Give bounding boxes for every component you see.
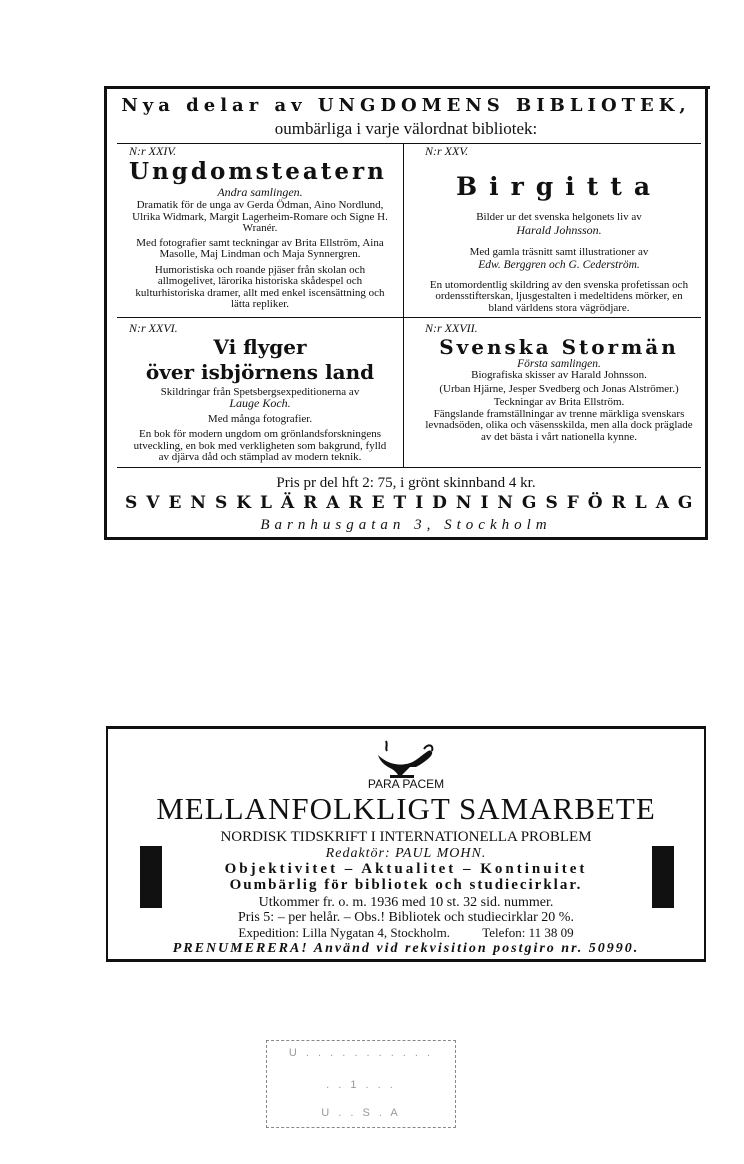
slogan: Objektivitet – Aktualitet – Kontinuitet: [224, 861, 588, 877]
book-description: Biografiska skisser av Harald Johnsson.: [471, 369, 647, 381]
column-divider: [403, 143, 404, 467]
book-title-line2: över isbjörnens land: [145, 359, 375, 384]
book-subtitle: Andra samlingen.: [217, 184, 303, 199]
book-xxvii: [425, 323, 693, 443]
ad-subheader: oumbärliga i varje välordnat bibliotek:: [274, 119, 538, 138]
publication-info: Utkommer fr. o. m. 1936 med 10 st. 32 sid. nummer.: [258, 895, 554, 910]
book-description: Bilder ur det svenska helgonets liv av: [476, 210, 642, 223]
book-xxv: [425, 146, 693, 314]
library-stamp: [266, 1040, 456, 1128]
publisher-address: Barnhusgatan 3, Stockholm: [260, 517, 552, 533]
price-line: Pris pr del hft 2: 75, i grönt skinnband 4 kr.: [276, 475, 536, 491]
book-title-line1: Vi flyger: [213, 334, 307, 359]
book-illustrators: Edw. Berggren och G. Cederström.: [478, 259, 640, 271]
book-xxiv: [129, 146, 391, 311]
book-illustrators: Teckningar av Brita Ellström.: [493, 396, 625, 408]
book-author: Harald Johnsson.: [516, 223, 602, 237]
book-description: Dramatik för de unga av Gerda Ödman, Aino Nordlund, Ulrika Widmark, Margit Lagerheim-Romare och Signe H. Wranér.: [132, 199, 388, 234]
stamp-text: U . . S . A: [321, 1107, 401, 1119]
contact-info: Expedition: Lilla Nygatan 4, Stockholm. Telefon: 11 38 09: [238, 925, 574, 940]
book-subjects: (Urban Hjärne, Jesper Svedberg och Jonas Alströmer.): [439, 382, 679, 395]
journal-title: MELLANFOLKLIGT SAMARBETE: [156, 791, 656, 826]
price-info: Pris 5: – per helår. – Obs.! Bibliotek och studiecirklar 20 %.: [238, 910, 574, 925]
book-description: Skildringar från Spetsbergsexpeditionerna av: [160, 385, 360, 398]
ad-header: Nya delar av UNGDOMENS BIBLIOTEK,: [121, 95, 691, 116]
book-illustrations: Med många fotografier.: [207, 412, 313, 425]
publisher-word: SVENSK: [125, 493, 261, 513]
book-number: N:r XXVII.: [425, 321, 478, 335]
book-subtitle: Första samlingen.: [517, 357, 601, 370]
book-title: Svenska Stormän: [439, 334, 679, 359]
ungdomens-bibliotek-advertisement: [104, 86, 708, 540]
publisher-name: [125, 493, 702, 513]
oil-lamp-icon: [376, 737, 436, 779]
publisher-word: FÖRLAG: [566, 493, 702, 513]
book-number: N:r XXVI.: [129, 321, 178, 335]
journal-subtitle: NORDISK TIDSKRIFT I INTERNATIONELLA PROBLEM: [220, 829, 592, 845]
book-summary: Humoristiska och roande pjäser från skolan och allmogelivet, lärorika historiska skådespel och kulturhistoriska dramer, allt med enkel iscensättning och lätta repliker.: [135, 263, 385, 310]
book-illustrations: Med gamla träsnitt samt illustrationer av: [469, 245, 649, 258]
publisher-word: LÄRARETIDNINGS: [260, 493, 567, 513]
divider: [117, 317, 701, 318]
book-author: Lauge Koch.: [229, 396, 291, 410]
stamp-text: . . 1 . . .: [326, 1079, 396, 1091]
divider: [117, 467, 701, 468]
motto: PARA PACEM: [367, 777, 445, 791]
stamp-text: U . . . . . . . . . . .: [288, 1047, 434, 1059]
book-number: N:r XXIV.: [129, 144, 177, 158]
book-summary: Fängslande framställningar av trenne märkliga svenskars levnadsöden, olika och väsensskilda, men alla dock präglade av det bästa i vårt nationella kynne.: [425, 407, 693, 443]
book-summary: En utomordentlig skildring av den svenska profetissan och ordensstifterskan, ljusgestalten i medeltidens mörker, en bland världens stora vägrödjare.: [429, 278, 689, 314]
tagline: Oumbärlig för bibliotek och studiecirklar.: [229, 877, 583, 893]
editor: Redaktör: PAUL MOHN.: [325, 846, 487, 861]
book-summary: En bok för modern ungdom om grönlandsforskningens utveckling, en bok med verkligheten som bakgrund, fylld av djärva dåd och stämplad av modern teknik.: [133, 428, 387, 463]
subscription-call: PRENUMERERA! Använd vid rekvisition postgiro nr. 50990.: [172, 941, 640, 956]
book-xxvi: [129, 323, 391, 464]
top-rule: [104, 86, 710, 89]
divider: [117, 143, 701, 144]
book-title: Ungdomsteatern: [129, 157, 387, 185]
book-title: Birgitta: [455, 171, 663, 201]
book-number: N:r XXV.: [425, 144, 469, 158]
book-illustrators: Med fotografier samt teckningar av Brita Ellström, Aina Masolle, Maj Lindman och Maja Synnergren.: [136, 236, 384, 260]
mellanfolkligt-samarbete-advertisement: [106, 726, 706, 962]
